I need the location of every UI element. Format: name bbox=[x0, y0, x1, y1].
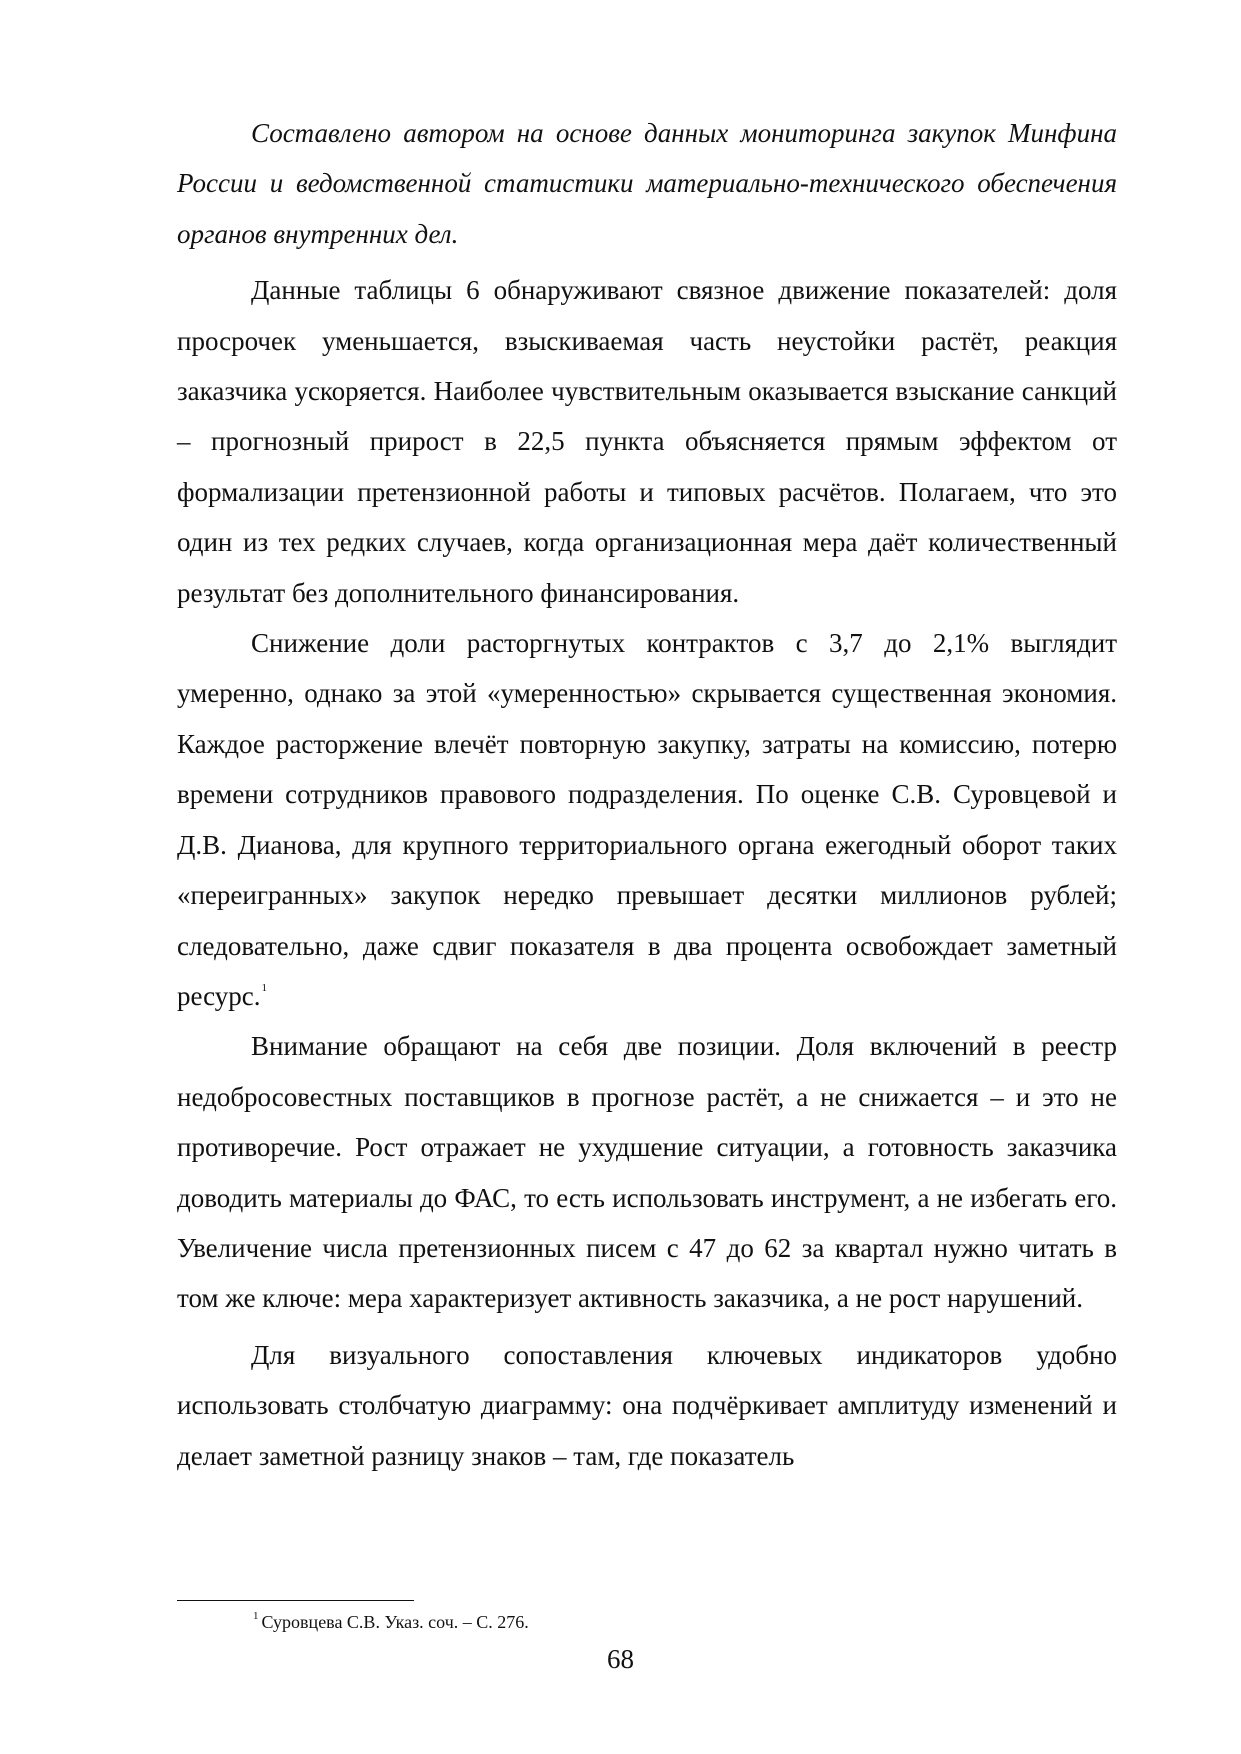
paragraph-bar-chart-intro: Для визуального сопоставления ключевых индикаторов удобно использовать столбчатую диаграмму: она подчёркивает амплитуду изменений и делает заметной разницу знаков – там, где показатель bbox=[177, 1339, 1117, 1471]
paragraph-table-analysis: Данные таблицы 6 обнаруживают связное движение показателей: доля просрочек уменьшается, взыскиваемая часть неустойки растёт, реакция заказчика ускоряется. Наиболее чувствительным оказывается взыскание санкций – прогнозный прирост в 22,5 пункта объясняется прямым эффектом от формализации претензионной работы и типовых расчётов. Полагаем, что это один из тех редких случаев, когда организационная мера даёт количественный результат без дополнительного финансирования. bbox=[177, 275, 1117, 608]
paragraph-terminated-contracts bbox=[177, 618, 1117, 1021]
page-number: 68 bbox=[607, 1644, 634, 1674]
footnote-separator bbox=[177, 1600, 414, 1601]
paragraph-terminated-contracts-text: Снижение доли расторгнутых контрактов с 3,7 до 2,1% выглядит умеренно, однако за этой «умеренностью» скрывается существенная экономия. Каждое расторжение влечёт повторную закупку, затраты на комиссию, потерю времени сотрудников правового подразделения. По оценке С.В. Суровцевой и Д.В. Дианова, для крупного территориального органа ежегодный оборот таких «переигранных» закупок нередко превышает десятки миллионов рублей; следовательно, даже сдвиг показателя в два процента освобождает заметный ресурс. bbox=[177, 628, 1117, 1011]
footnote-reference[interactable]: 1 bbox=[261, 981, 268, 994]
table-source-note: Составлено автором на основе данных мониторинга закупок Минфина России и ведомственной статистики материально-технического обеспечения органов внутренних дел. bbox=[177, 118, 1117, 249]
page-body bbox=[177, 108, 1117, 1481]
footnote bbox=[253, 1605, 1113, 1635]
footnote-text: Суровцева С.В. Указ. соч. – С. 276. bbox=[261, 1612, 529, 1632]
paragraph-two-positions: Внимание обращают на себя две позиции. Доля включений в реестр недобросовестных поставщиков в прогнозе растёт, а не снижается – и это не противоречие. Рост отражает не ухудшение ситуации, а готовность заказчика доводить материалы до ФАС, то есть использовать инструмент, а не избегать его. Увеличение числа претензионных писем с 47 до 62 за квартал нужно читать в том же ключе: мера характеризует активность заказчика, а не рост нарушений. bbox=[177, 1031, 1117, 1314]
footnote-number: 1 bbox=[253, 1610, 259, 1622]
